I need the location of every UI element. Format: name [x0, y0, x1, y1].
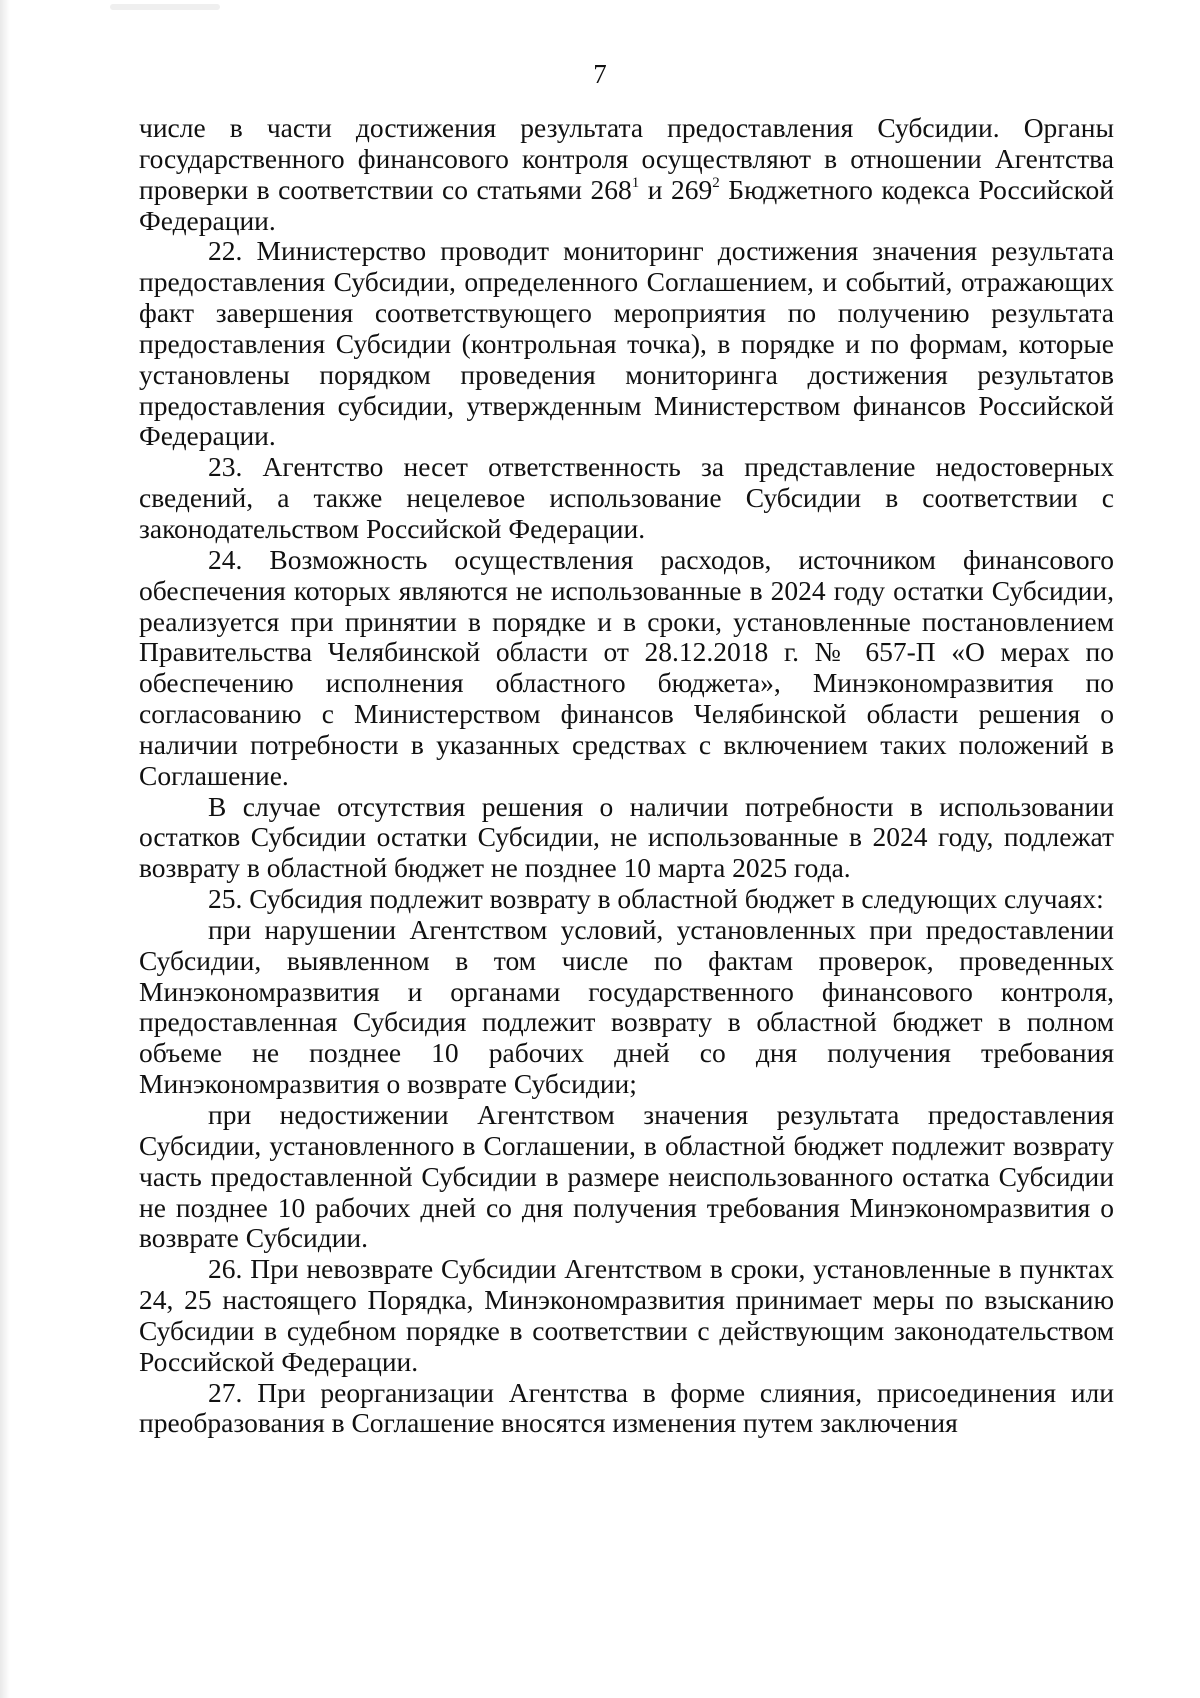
clause-24-continuation: В случае отсутствия решения о наличии потребности в использовании остатков Субсидии остатки Субсидии, не использованные в 2024 году, подлежат возврату в областной бюджет не позднее 10 марта 2025 года.	[139, 790, 1114, 884]
clause-22: 22. Министерство проводит мониторинг достижения значения результата предоставления Субсидии, определенного Соглашением, и событий, отражающих факт завершения соответствующего мероприятия по получению результата предоставления Субсидии (контрольная точка), в порядке и по формам, которые установлены порядком проведения мониторинга достижения результатов предоставления субсидии, утвержденным Министерством финансов Российской Федерации.	[139, 235, 1114, 452]
clause-27: 27. При реорганизации Агентства в форме слияния, присоединения или преобразования в Соглашение вносятся изменения путем заключения	[139, 1376, 1114, 1439]
clause-26: 26. При невозврате Субсидии Агентством в сроки, установленные в пунктах 24, 25 настоящего Порядка, Минэкономразвития принимает меры по взысканию Субсидии в судебном порядке в соответствии с действующим законодательством Российской Федерации.	[139, 1253, 1114, 1377]
clause-23: 23. Агентство несет ответственность за представление недостоверных сведений, а также нецелевое использование Субсидии в соответствии с законодательством Российской Федерации.	[139, 451, 1114, 544]
paragraph-continuation-text-c: Бюджетного кодекса Российской Федерации.	[139, 173, 1115, 236]
article-superscript-1: 1	[631, 174, 640, 191]
paragraph-continuation	[139, 113, 1114, 236]
paragraph-continuation-text-b: и 269	[639, 173, 713, 205]
clause-25: 25. Субсидия подлежит возврату в областной бюджет в следующих случаях:	[208, 883, 1104, 915]
clause-24: 24. Возможность осуществления расходов, источником финансового обеспечения которых являются не использованные в 2024 году остатки Субсидии, реализуется при принятии в порядке и в сроки, установленные постановлением Правительства Челябинской области от 28.12.2018 г. № 657-П «О мерах по обеспечению исполнения областного бюджета», Минэкономразвития по согласованию с Министерством финансов Челябинской области решения о наличии потребности в указанных средствах с включением таких положений в Соглашение.	[139, 543, 1114, 791]
paragraph-continuation-text-a: числе в части достижения результата предоставления Субсидии. Органы государственного финансового контроля осуществляют в отношении Агентства проверки в соответствии со статьями 268	[139, 112, 1114, 205]
clause-25-case-2: при недостижении Агентством значения результата предоставления Субсидии, установленного в Соглашении, в областной бюджет подлежит возврату часть предоставленной Субсидии в размере неиспользованного остатка Субсидии не позднее 10 рабочих дней со дня получения требования Минэкономразвития о возврате Субсидии.	[139, 1099, 1114, 1254]
article-superscript-2: 2	[712, 174, 720, 191]
clause-25-case-1: при нарушении Агентством условий, установленных при предоставлении Субсидии, выявленном в том числе по фактам проверок, проведенных Минэкономразвития и органами государственного финансового контроля, предоставленная Субсидия подлежит возврату в областной бюджет в полном объеме не позднее 10 рабочих дней со дня получения требования Минэкономразвития о возврате Субсидии;	[139, 913, 1114, 1100]
scan-artifact	[110, 4, 220, 10]
document-body	[139, 113, 1114, 1439]
page-number: 7	[593, 59, 607, 89]
scan-edge-shadow	[0, 0, 10, 1698]
